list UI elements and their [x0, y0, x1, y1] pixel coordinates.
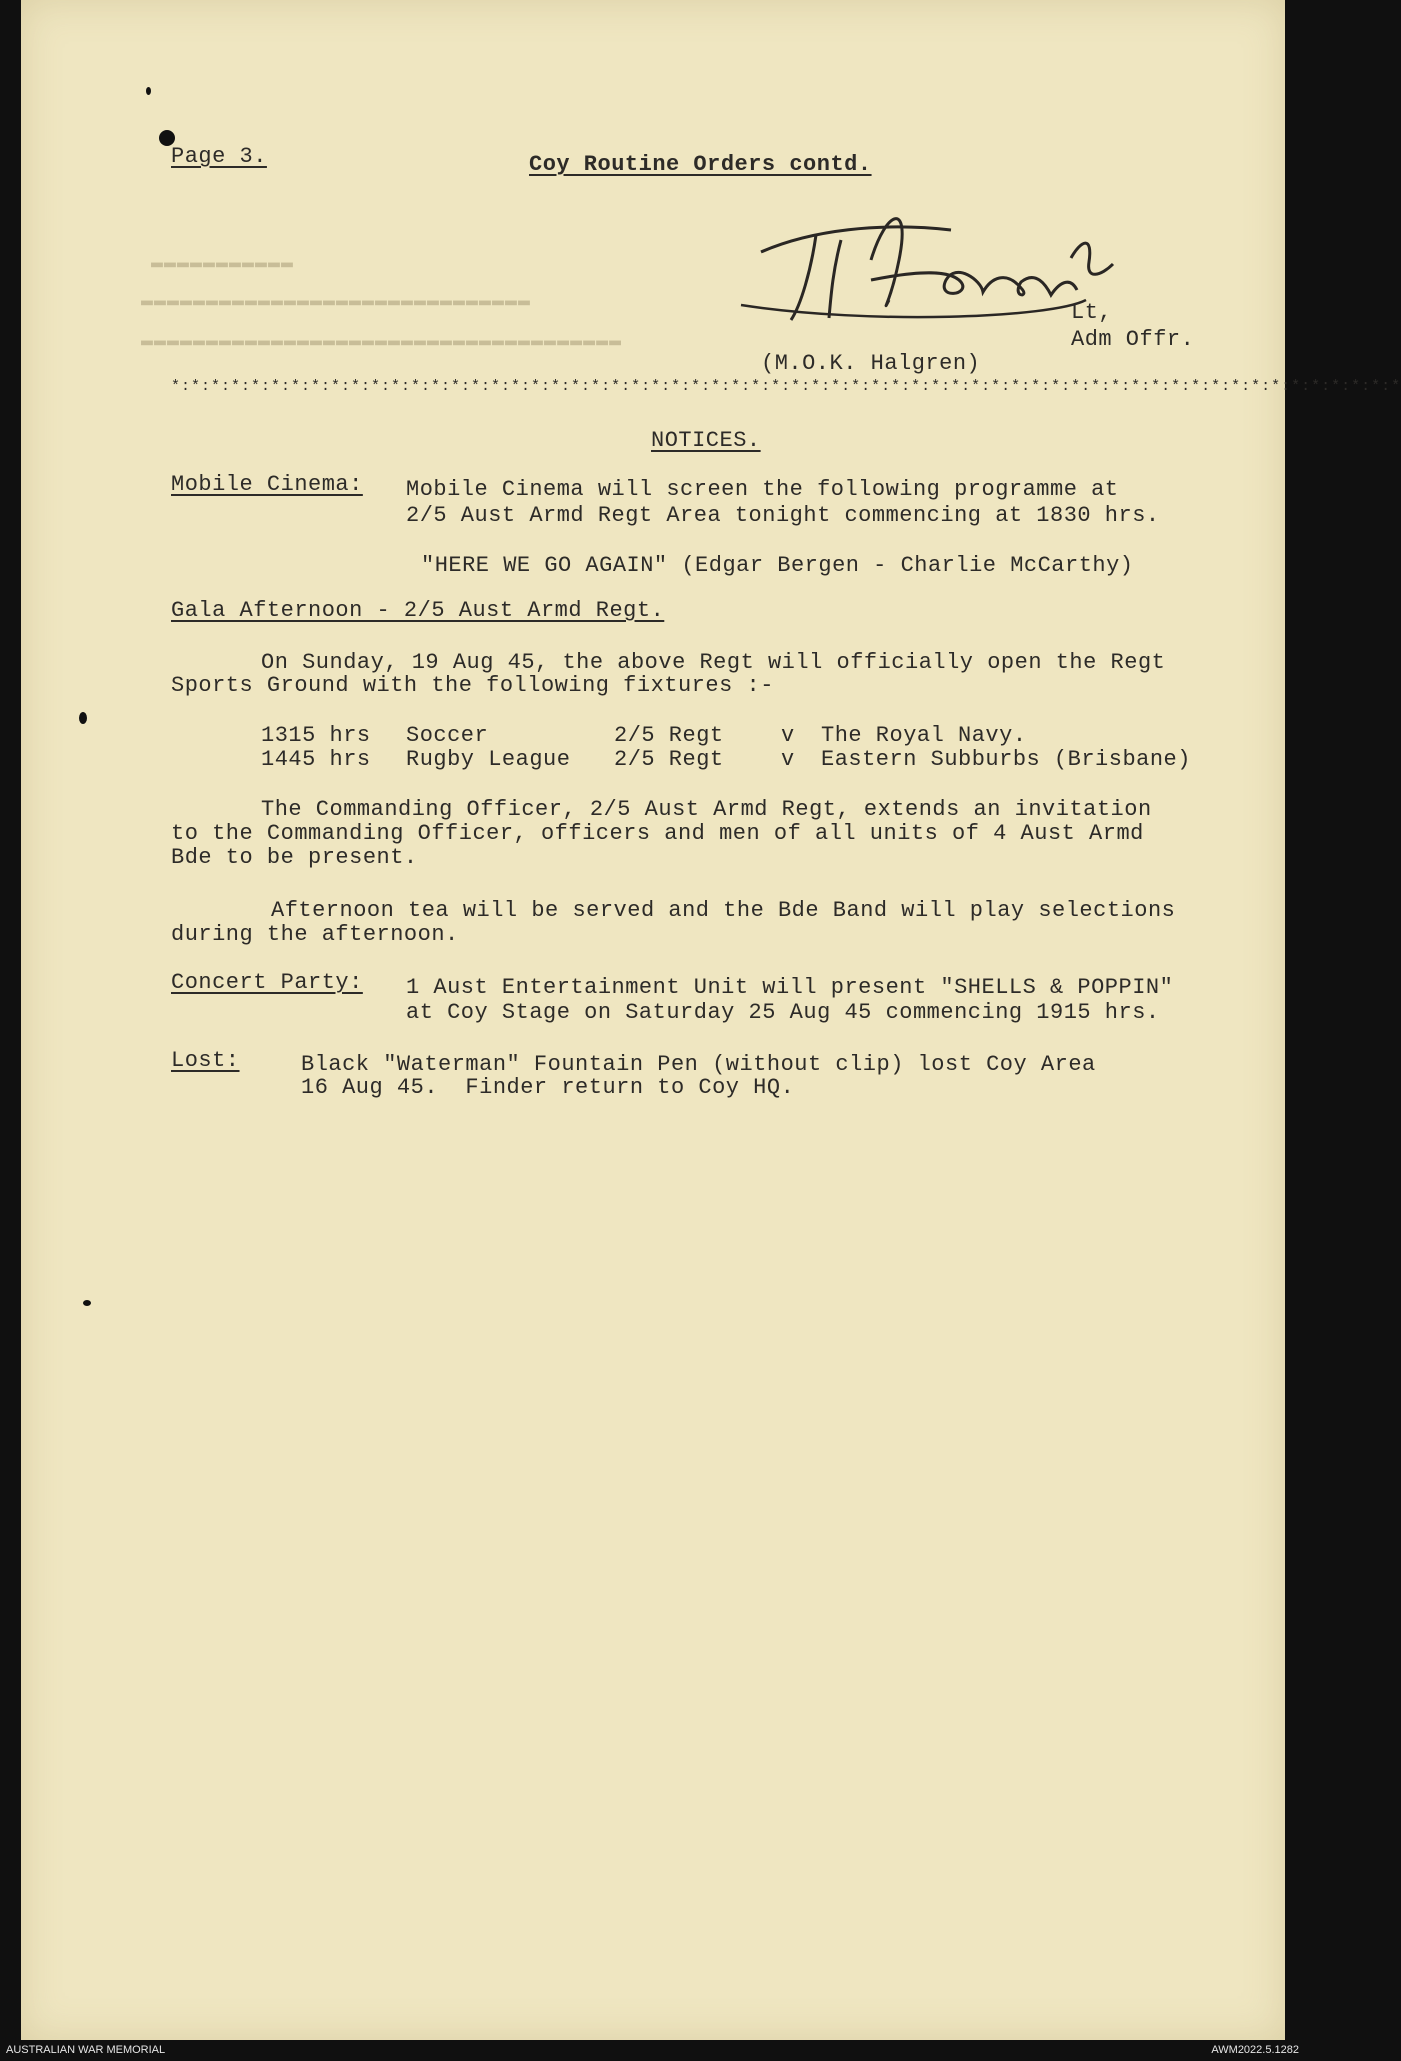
notices-heading: NOTICES. [651, 428, 761, 453]
ink-mark [83, 1300, 91, 1306]
gala-para2-line-2: to the Commanding Officer, officers and men of all units of 4 Aust Armd [171, 821, 1144, 846]
fixture-opponent: The Royal Navy. [821, 723, 1027, 748]
signatory-rank: Lt, [1071, 300, 1113, 325]
gala-heading: Gala Afternoon - 2/5 Aust Armd Regt. [171, 598, 665, 623]
lost-line-2: 16 Aug 45. Finder return to Coy HQ. [301, 1075, 795, 1100]
gala-para3-line-2: during the afternoon. [171, 922, 459, 947]
mobile-cinema-line-2: 2/5 Aust Armd Regt Area tonight commencing at 1830 hrs. [406, 503, 1160, 528]
mobile-cinema-programme: "HERE WE GO AGAIN" (Edgar Bergen - Charlie McCarthy) [421, 553, 1134, 578]
bleed-through-text: ▬▬▬▬▬▬▬▬▬▬▬▬▬▬▬▬▬▬▬▬▬▬▬▬▬▬▬▬▬▬▬▬▬▬▬▬▬ [141, 330, 623, 353]
fixture-sport: Rugby League [406, 747, 571, 772]
ink-mark [159, 130, 175, 146]
document-title: Coy Routine Orders contd. [529, 152, 872, 177]
archive-footer-right: AWM2022.5.1282 [1211, 2044, 1299, 2056]
separator-line: *:*:*:*:*:*:*:*:*:*:*:*:*:*:*:*:*:*:*:*:*:*:*:*:*:*:*:*:*:*:*:*:*:*:*:*:*:*:*:*:*:*:*:*:*:*:*:*:*:*:*:*:*:*:*:*:*:*:*:*:*:* [171, 378, 1401, 395]
lost-label: Lost: [171, 1048, 240, 1073]
gala-para3-line-1: Afternoon tea will be served and the Bde Band will play selections [271, 898, 1176, 923]
fixture-time: 1315 hrs [261, 723, 371, 748]
fixture-team: 2/5 Regt [614, 723, 724, 748]
mobile-cinema-label: Mobile Cinema: [171, 472, 363, 497]
fixture-versus: v [781, 723, 795, 748]
gala-para1-line-2: Sports Ground with the following fixtures :- [171, 673, 774, 698]
ink-mark [146, 87, 151, 95]
bleed-through-text: ▬▬▬▬▬▬▬▬▬▬▬ [151, 252, 295, 275]
document-page [21, 0, 1401, 2040]
fixture-team: 2/5 Regt [614, 747, 724, 772]
gala-para2-line-3: Bde to be present. [171, 845, 418, 870]
concert-party-line-1: 1 Aust Entertainment Unit will present "SHELLS & POPPIN" [406, 975, 1174, 1000]
lost-line-1: Black "Waterman" Fountain Pen (without clip) lost Coy Area [301, 1052, 1096, 1077]
gala-para2-line-1: The Commanding Officer, 2/5 Aust Armd Regt, extends an invitation [261, 797, 1152, 822]
concert-party-label: Concert Party: [171, 970, 363, 995]
fixture-opponent: Eastern Subburbs (Brisbane) [821, 747, 1191, 772]
archive-footer-left: AUSTRALIAN WAR MEMORIAL [6, 2044, 166, 2056]
signatory-name: (M.O.K. Halgren) [761, 351, 981, 376]
fixture-sport: Soccer [406, 723, 489, 748]
bleed-through-text: ▬▬▬▬▬▬▬▬▬▬▬▬▬▬▬▬▬▬▬▬▬▬▬▬▬▬▬▬▬▬ [141, 290, 532, 313]
fixture-time: 1445 hrs [261, 747, 371, 772]
concert-party-line-2: at Coy Stage on Saturday 25 Aug 45 commencing 1915 hrs. [406, 1000, 1160, 1025]
mobile-cinema-line-1: Mobile Cinema will screen the following programme at [406, 477, 1119, 502]
gala-para1-line-1: On Sunday, 19 Aug 45, the above Regt will officially open the Regt [261, 650, 1166, 675]
signatory-role: Adm Offr. [1071, 327, 1195, 352]
ink-mark [79, 712, 87, 724]
fixture-versus: v [781, 747, 795, 772]
page-number: Page 3. [171, 144, 267, 169]
